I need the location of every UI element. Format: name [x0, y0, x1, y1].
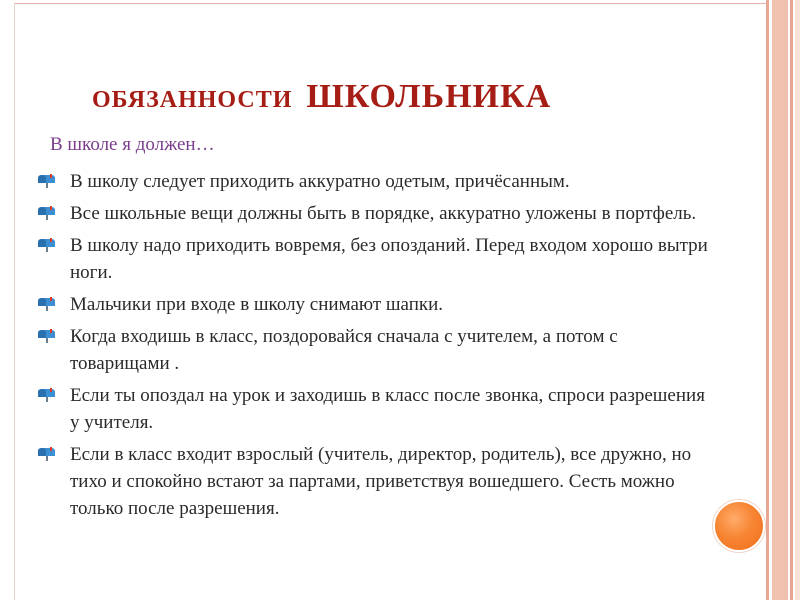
list-item — [36, 441, 716, 522]
list-item-text: Если ты опоздал на урок и заходишь в класс после звонка, спроси разрешения у учителя. — [70, 385, 705, 433]
list-item — [36, 168, 716, 195]
slide-title — [92, 78, 551, 116]
mailbox-icon — [36, 174, 58, 188]
list-item — [36, 291, 716, 318]
list-item-text: Мальчики при входе в школу снимают шапки. — [70, 294, 444, 315]
right-decor-bar — [766, 0, 769, 600]
mailbox-icon — [36, 238, 58, 252]
mailbox-icon — [36, 206, 58, 220]
intro-text: В школе я должен… — [50, 134, 215, 155]
title-word-1: ОБЯЗАННОСТИ — [92, 87, 293, 113]
list-item-text: Все школьные вещи должны быть в порядке, аккуратно уложены в портфель. — [70, 203, 697, 224]
right-decor-bar-edge — [795, 0, 800, 600]
list-item-text: Когда входишь в класс, поздоровайся сначала с учителем, а потом с товарищами . — [70, 326, 618, 374]
right-decor-bar-wide — [772, 0, 788, 600]
list-item — [36, 382, 716, 436]
top-border-line — [14, 3, 766, 4]
list-item — [36, 232, 716, 286]
list-item — [36, 323, 716, 377]
title-word-2: ШКОЛЬНИКА — [306, 78, 552, 115]
mailbox-icon — [36, 388, 58, 402]
list-item-text: Если в класс входит взрослый (учитель, директор, родитель), все дружно, но тихо и спокойно встают за партами, приветствуя вошедшего. Сесть можно только после разрешения. — [70, 444, 692, 519]
list-item-text: В школу следует приходить аккуратно одетым, причёсанным. — [70, 171, 570, 192]
mailbox-icon — [36, 297, 58, 311]
mailbox-icon — [36, 447, 58, 461]
list-item — [36, 200, 716, 227]
left-border-line — [14, 3, 15, 600]
bullet-list — [36, 168, 716, 527]
list-item-text: В школу надо приходить вовремя, без опозданий. Перед входом хорошо вытри ноги. — [70, 235, 708, 283]
mailbox-icon — [36, 329, 58, 343]
orange-circle-decor — [713, 500, 765, 552]
right-decor-bar — [790, 0, 793, 600]
